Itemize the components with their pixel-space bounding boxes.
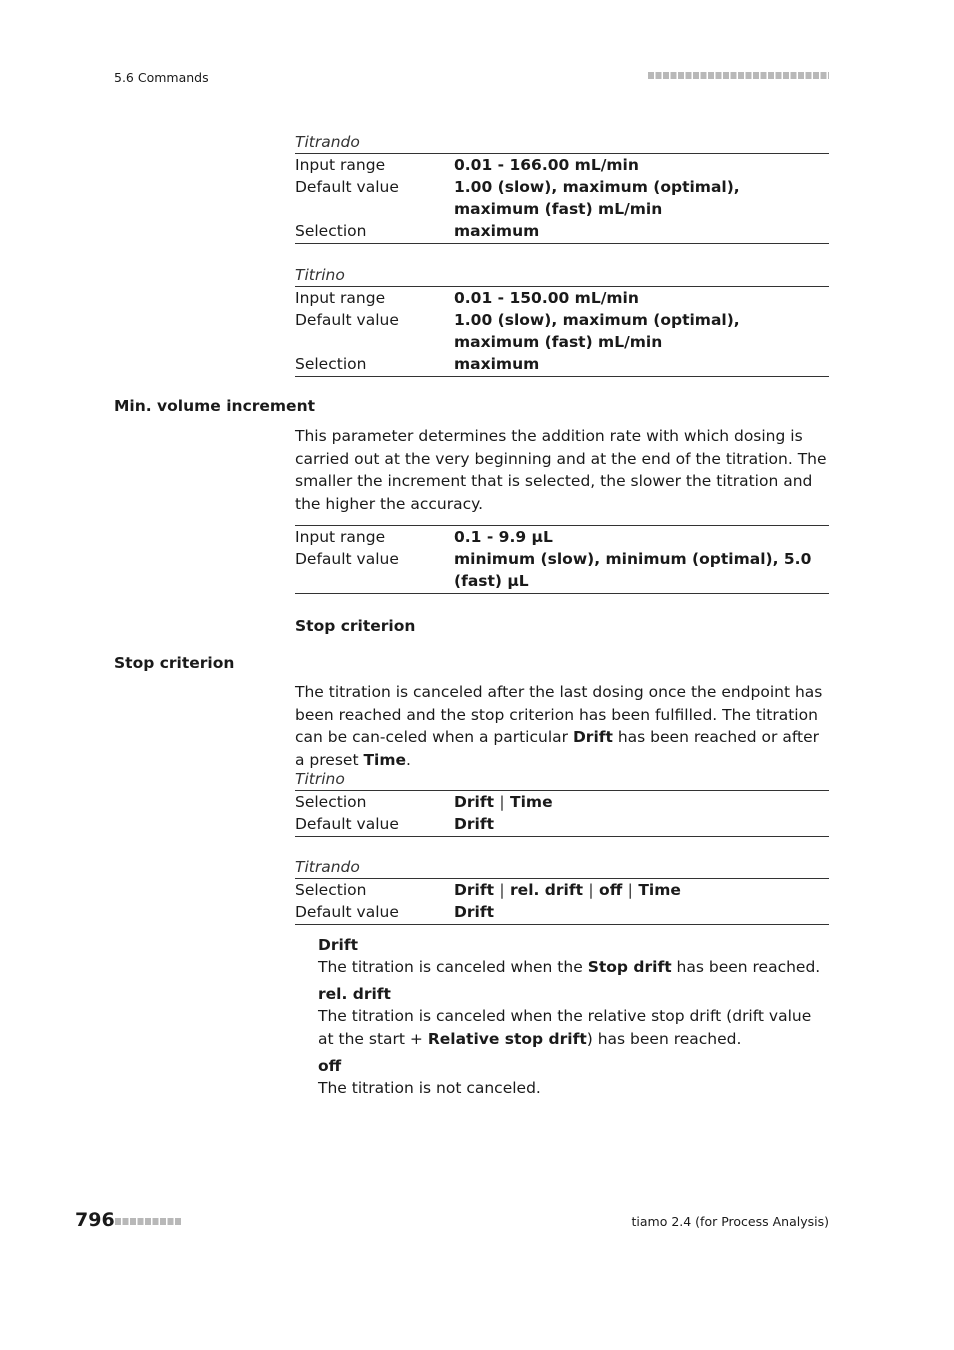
titrando-max-rate-block bbox=[295, 131, 829, 244]
separator: | bbox=[627, 881, 633, 899]
option-value: Drift bbox=[454, 881, 494, 899]
min-volume-increment-heading: Min. volume increment bbox=[114, 397, 316, 415]
table-row bbox=[295, 309, 829, 353]
table-row bbox=[295, 879, 829, 901]
row-label: Selection bbox=[295, 881, 367, 899]
running-header-section: 5.6 Commands bbox=[114, 70, 209, 85]
param-table bbox=[295, 790, 829, 837]
param-table bbox=[295, 153, 829, 244]
footer-decoration-bar bbox=[115, 1218, 182, 1225]
row-label: Default value bbox=[295, 550, 399, 568]
table-row bbox=[295, 287, 829, 309]
row-value: Drift bbox=[454, 903, 494, 921]
option-value: rel. drift bbox=[510, 881, 583, 899]
row-label: Default value bbox=[295, 311, 399, 329]
row-label: Input range bbox=[295, 156, 386, 174]
option-off-title: off bbox=[318, 1057, 342, 1075]
table-caption: Titrino bbox=[295, 770, 345, 788]
row-value: 0.01 - 150.00 mL/min bbox=[454, 289, 639, 307]
table-caption: Titrando bbox=[295, 133, 360, 151]
row-label: Default value bbox=[295, 903, 399, 921]
option-descriptions bbox=[318, 934, 829, 1100]
text-run: has been reached or after a preset bbox=[295, 728, 820, 769]
row-value: 1.00 (slow), maximum (optimal), maximum (fast) mL/min bbox=[454, 178, 740, 218]
row-value: minimum (slow), minimum (optimal), 5.0 (fast) µL bbox=[454, 550, 812, 590]
stop-criterion-description bbox=[295, 681, 829, 771]
row-label: Selection bbox=[295, 222, 367, 240]
table-caption: Titrando bbox=[295, 858, 360, 876]
table-row bbox=[295, 526, 829, 548]
param-table bbox=[295, 878, 829, 925]
row-value bbox=[454, 791, 829, 813]
titrino-stop-criterion-block bbox=[295, 768, 829, 837]
option-value: off bbox=[599, 881, 623, 899]
text-run: has been reached. bbox=[671, 958, 821, 976]
option-value: Time bbox=[510, 793, 553, 811]
option-drift-description bbox=[318, 956, 829, 979]
separator: | bbox=[499, 881, 505, 899]
row-label: Selection bbox=[295, 355, 367, 373]
term-drift: Drift bbox=[572, 728, 613, 746]
table-row bbox=[295, 901, 829, 923]
titrino-max-rate-block bbox=[295, 264, 829, 377]
term-stop-drift: Stop drift bbox=[587, 958, 672, 976]
text-run: . bbox=[406, 750, 411, 769]
table-row bbox=[295, 353, 829, 375]
table-row bbox=[295, 813, 829, 835]
text-run: The titration is canceled when the relative stop drift (drift value at the start + bbox=[318, 1007, 812, 1048]
min-volume-increment-description: This parameter determines the addition rate with which dosing is carried out at the very beginning and at the end of the titration. The smaller the increment that is selected, the slower the titration and the higher the accuracy. bbox=[295, 427, 827, 513]
row-value bbox=[454, 879, 829, 901]
row-label: Input range bbox=[295, 528, 386, 546]
table-row bbox=[295, 154, 829, 176]
titrando-stop-criterion-block bbox=[295, 856, 829, 925]
table-row bbox=[295, 176, 829, 220]
param-table bbox=[295, 286, 829, 377]
option-off-description: The titration is not canceled. bbox=[318, 1079, 541, 1097]
separator: | bbox=[499, 793, 505, 811]
term-relative-stop-drift: Relative stop drift bbox=[427, 1030, 587, 1048]
row-value: maximum bbox=[454, 355, 540, 373]
stop-criterion-subsection-title: Stop criterion bbox=[295, 617, 416, 635]
option-value: Drift bbox=[454, 793, 494, 811]
option-rel-drift-title: rel. drift bbox=[318, 985, 391, 1003]
term-time: Time bbox=[363, 750, 407, 769]
text-run: The titration is canceled after the last dosing once the endpoint has been reached and the stop criterion has been fulfilled. The titration can be can-celed when a particular bbox=[295, 683, 823, 746]
stop-criterion-heading: Stop criterion bbox=[114, 654, 235, 672]
option-drift-title: Drift bbox=[318, 936, 358, 954]
header-decoration-bar bbox=[648, 72, 829, 79]
row-label: Default value bbox=[295, 178, 399, 196]
table-caption: Titrino bbox=[295, 266, 345, 284]
row-value: 0.1 - 9.9 µL bbox=[454, 528, 553, 546]
text-run: The titration is canceled when the bbox=[318, 958, 588, 976]
table-row bbox=[295, 548, 829, 592]
table-row bbox=[295, 220, 829, 242]
min-volume-increment-table bbox=[295, 525, 829, 594]
separator: | bbox=[588, 881, 594, 899]
row-value: 0.01 - 166.00 mL/min bbox=[454, 156, 639, 174]
row-value: 1.00 (slow), maximum (optimal), maximum (fast) mL/min bbox=[454, 311, 740, 351]
row-value: maximum bbox=[454, 222, 540, 240]
text-run: ) has been reached. bbox=[586, 1030, 742, 1048]
table-row bbox=[295, 791, 829, 813]
option-value: Time bbox=[638, 881, 681, 899]
row-label: Default value bbox=[295, 815, 399, 833]
page-number: 796 bbox=[75, 1209, 115, 1231]
row-value: Drift bbox=[454, 815, 494, 833]
footer-product-name: tiamo 2.4 (for Process Analysis) bbox=[631, 1214, 829, 1229]
row-label: Input range bbox=[295, 289, 386, 307]
option-rel-drift-description bbox=[318, 1005, 829, 1051]
row-label: Selection bbox=[295, 793, 367, 811]
